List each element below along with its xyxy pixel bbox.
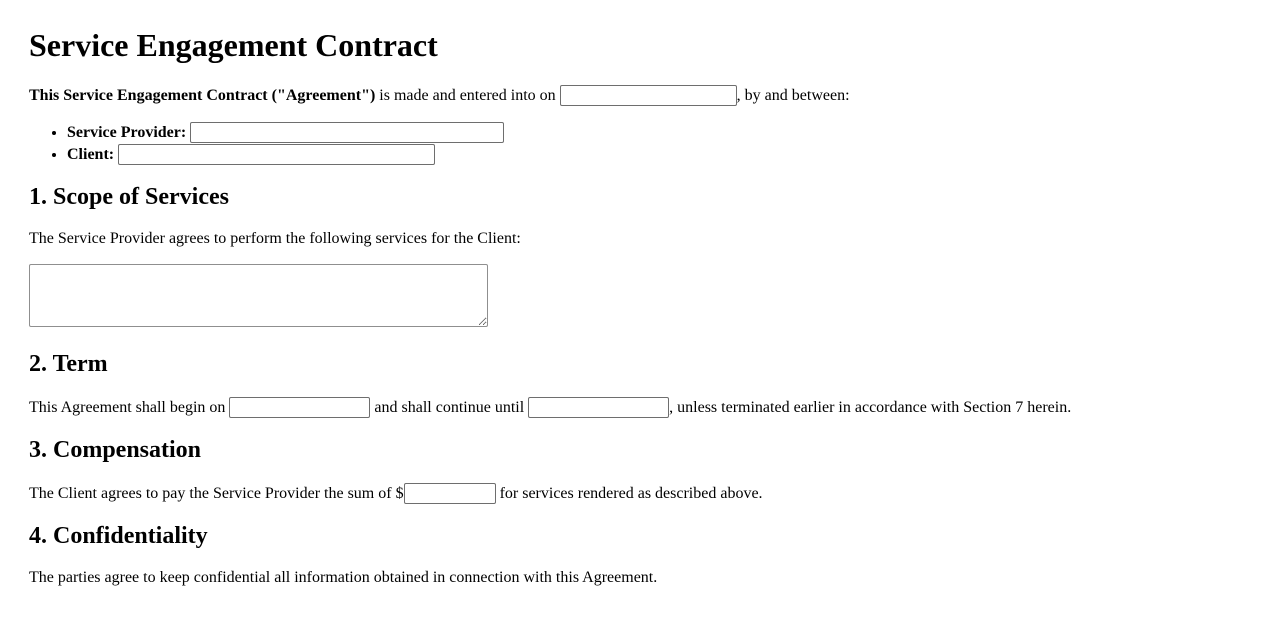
scope-of-services-textarea[interactable]	[29, 264, 488, 327]
scope-paragraph: The Service Provider agrees to perform the following services for the Client:	[29, 230, 521, 247]
section-heading-confidentiality: 4. Confidentiality	[29, 523, 208, 549]
page-title: Service Engagement Contract	[29, 27, 438, 63]
term-text-after-end: , unless terminated earlier in accordance with Section 7 herein.	[669, 399, 1072, 416]
parties-list	[29, 122, 1248, 165]
service-provider-input[interactable]	[190, 122, 504, 143]
client-label: Client:	[67, 146, 115, 163]
compensation-text-before-amount: The Client agrees to pay the Service Provider the sum of $	[29, 485, 404, 502]
confidentiality-paragraph: The parties agree to keep confidential all information obtained in connection with this Agreement.	[29, 569, 658, 586]
intro-bold-lead: This Service Engagement Contract ("Agreement")	[29, 87, 376, 104]
service-provider-label: Service Provider:	[67, 124, 187, 141]
scope-textarea-row	[29, 264, 1248, 332]
agreement-date-input[interactable]	[560, 85, 737, 106]
section-heading-scope: 1. Scope of Services	[29, 184, 229, 210]
term-start-input[interactable]	[229, 397, 370, 418]
compensation-paragraph	[29, 483, 1248, 504]
party-item-client	[67, 144, 1248, 165]
compensation-text-after-amount: for services rendered as described above.	[495, 485, 763, 502]
intro-paragraph	[29, 85, 1248, 106]
client-input[interactable]	[118, 144, 435, 165]
section-heading-term: 2. Term	[29, 351, 108, 377]
compensation-amount-input[interactable]	[404, 483, 496, 504]
term-paragraph	[29, 397, 1248, 418]
section-heading-compensation: 3. Compensation	[29, 437, 202, 463]
term-text-before-start: This Agreement shall begin on	[29, 399, 226, 416]
party-item-service-provider	[67, 122, 1248, 143]
term-end-input[interactable]	[528, 397, 669, 418]
intro-text-after-date: , by and between:	[736, 87, 850, 104]
intro-text-before-date: is made and entered into on	[375, 87, 556, 104]
term-text-between: and shall continue until	[370, 399, 525, 416]
